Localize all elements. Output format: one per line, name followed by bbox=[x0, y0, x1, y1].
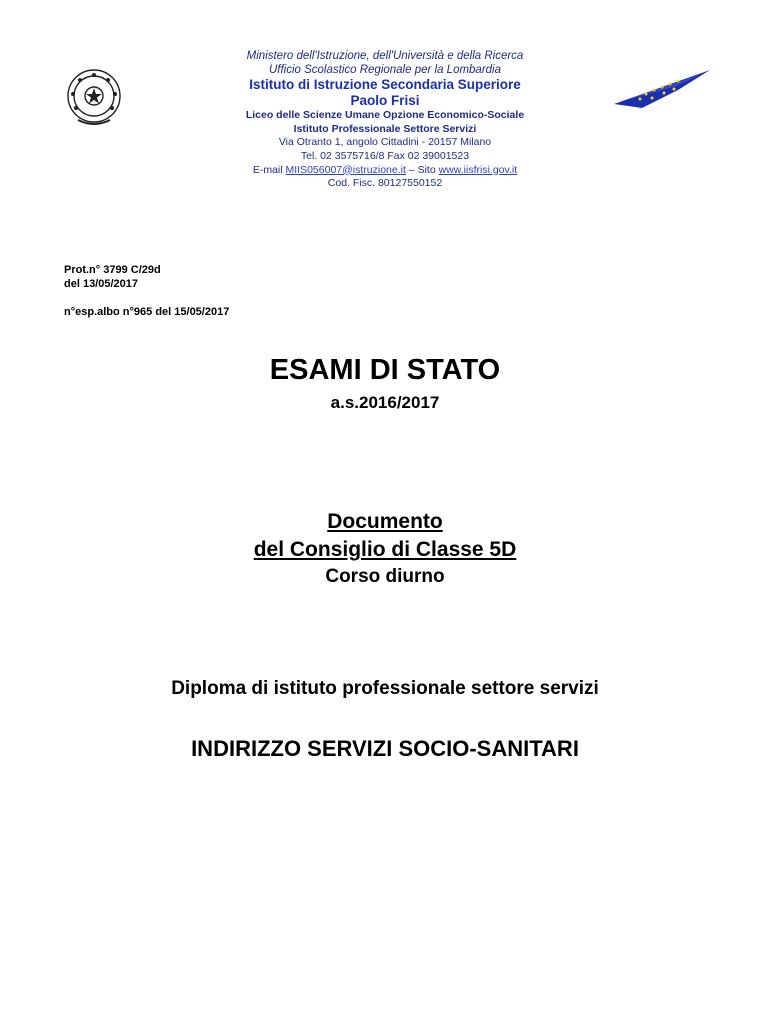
site-prefix: – Sito bbox=[405, 163, 439, 176]
albo-reference: n°esp.albo n°965 del 15/05/2017 bbox=[64, 306, 230, 318]
website-link[interactable]: www.iisfrisi.gov.it bbox=[438, 163, 518, 176]
regional-office-line: Ufficio Scolastico Regionale per la Lombardia bbox=[268, 63, 502, 76]
institute-name: Paolo Frisi bbox=[350, 93, 420, 109]
protocol-number: Prot.n° 3799 C/29d bbox=[64, 264, 161, 276]
italian-republic-emblem-icon bbox=[64, 66, 124, 128]
document-title-line-1: Documento bbox=[327, 510, 443, 533]
document-title-line-2: del Consiglio di Classe 5D bbox=[253, 538, 517, 561]
email-prefix: E-mail bbox=[252, 163, 286, 176]
phone-line: Tel. 02 3575716/8 Fax 02 39001523 bbox=[300, 149, 470, 162]
document-subtitle: Corso diurno bbox=[325, 566, 445, 587]
school-year: a.s.2016/2017 bbox=[330, 393, 440, 412]
ministry-line: Ministero dell'Istruzione, dell'Università e della Ricerca bbox=[246, 50, 524, 62]
school-line-1: Liceo delle Scienze Umane Opzione Economico-Sociale bbox=[245, 109, 525, 122]
contact-line bbox=[200, 164, 570, 178]
email-link[interactable]: MIIS056007@istruzione.it bbox=[285, 163, 406, 176]
fiscal-code-line: Cod. Fisc. 80127550152 bbox=[327, 177, 443, 190]
protocol-date: del 13/05/2017 bbox=[64, 277, 139, 290]
school-line-2: Istituto Professionale Settore Servizi bbox=[293, 122, 477, 135]
eu-flag-logo-icon bbox=[612, 66, 712, 110]
page-title: ESAMI DI STATO bbox=[269, 354, 501, 386]
diploma-heading: Diploma di istituto professionale settore servizi bbox=[171, 678, 599, 699]
address-line: Via Otranto 1, angolo Cittadini - 20157 Milano bbox=[278, 136, 492, 149]
letterhead bbox=[200, 50, 570, 191]
institute-line: Istituto di Istruzione Secondaria Superiore bbox=[249, 77, 521, 93]
indirizzo-heading: INDIRIZZO SERVIZI SOCIO-SANITARI bbox=[191, 736, 579, 761]
protocol-block bbox=[64, 264, 161, 291]
